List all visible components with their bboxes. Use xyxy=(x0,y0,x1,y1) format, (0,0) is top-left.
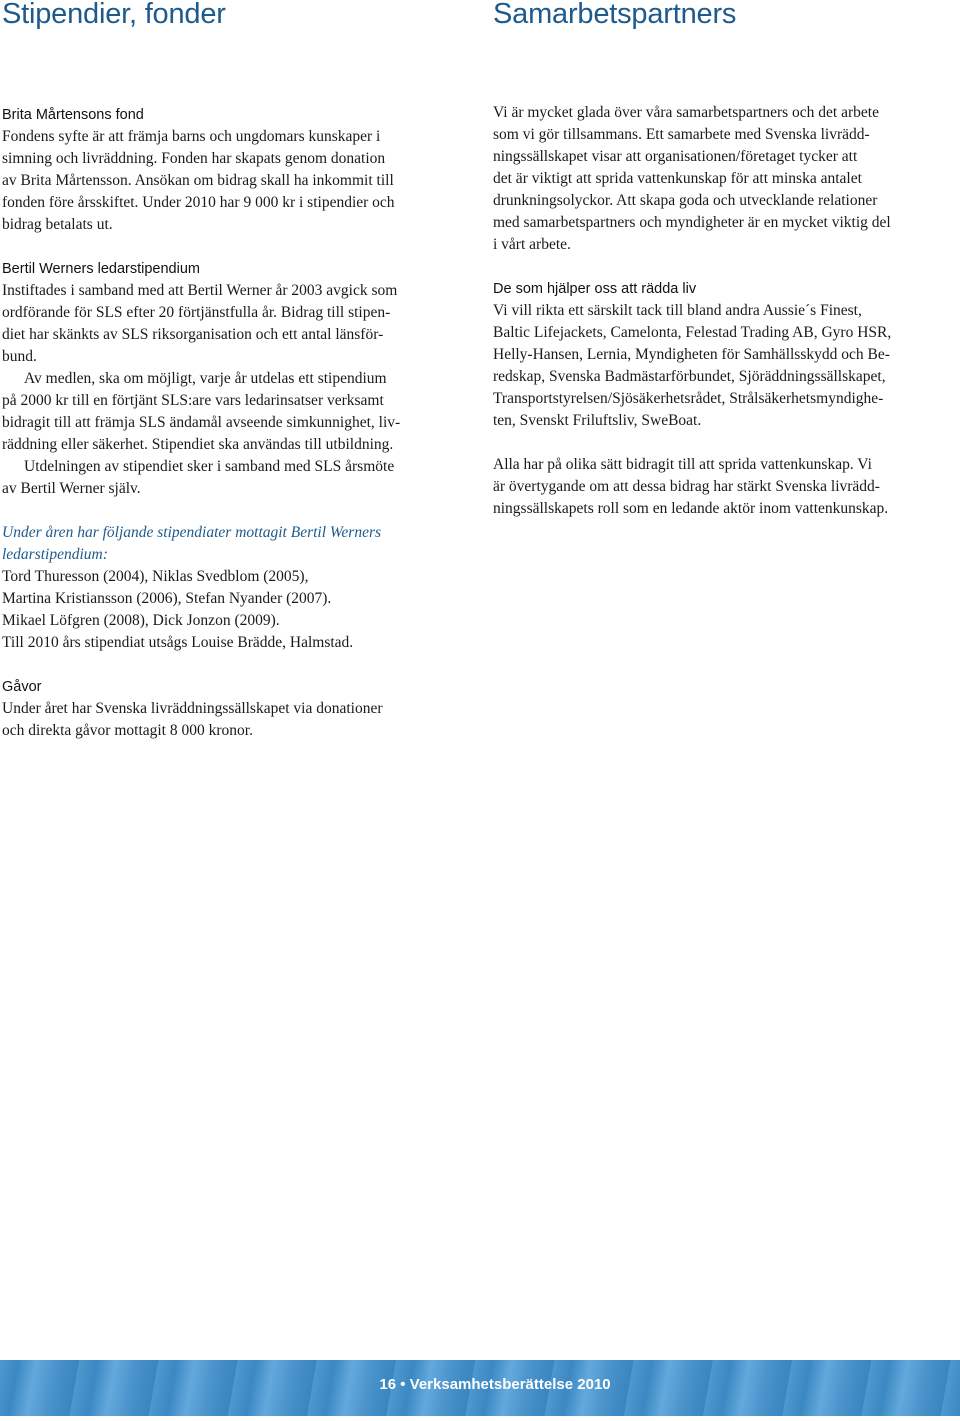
text-line: Under året har Svenska livräddningssällskapet via donationer xyxy=(2,700,383,717)
text-line: fonden före årsskiftet. Under 2010 har 9 000 kr i stipendier och xyxy=(2,194,395,211)
text-line: diet har skänkts av SLS riksorganisation och ett antal länsför- xyxy=(2,326,384,343)
text-line: Baltic Lifejackets, Camelonta, Felestad Trading AB, Gyro HSR, xyxy=(493,324,892,341)
text-line: Utdelningen av stipendiet sker i samband med SLS årsmöte xyxy=(24,458,395,475)
text-line: Martina Kristiansson (2006), Stefan Nyander (2007). xyxy=(2,590,332,607)
recipients-list xyxy=(2,566,462,654)
helpers-text xyxy=(493,300,955,432)
text-line: på 2000 kr till en förtjänt SLS:are vars ledarinsatser verksamt xyxy=(2,392,384,409)
page-number: 16 xyxy=(379,1376,397,1393)
text-line: det är viktigt att sprida vattenkunskap för att minska antalet xyxy=(493,170,862,187)
brita-heading: Brita Mårtensons fond xyxy=(2,107,144,123)
helpers-heading: De som hjälper oss att rädda liv xyxy=(493,281,697,297)
text-line: ten, Svenskt Friluftsliv, SweBoat. xyxy=(493,412,702,429)
text-line: Av medlen, ska om möjligt, varje år utdelas ett stipendium xyxy=(24,370,387,387)
page-title-right: Samarbetspartners xyxy=(493,0,737,30)
text-line: och direkta gåvor mottagit 8 000 kronor. xyxy=(2,722,253,739)
text-line: ningssällskapets roll som en ledande aktör inom vattenkunskap. xyxy=(493,500,889,517)
text-line: Mikael Löfgren (2008), Dick Jonzon (2009). xyxy=(2,612,280,629)
partners-intro xyxy=(493,102,955,256)
text-line: drunkningsolyckor. Att skapa goda och utvecklande relationer xyxy=(493,192,878,209)
footer-bullet: • xyxy=(400,1376,406,1393)
text-line: Fondens syfte är att främja barns och ungdomars kunskaper i xyxy=(2,128,381,145)
werner-para-1 xyxy=(2,280,462,368)
text-line: ordförande för SLS efter 20 förtjänstfulla år. Bidrag till stipen- xyxy=(2,304,391,321)
text-line: ningssällskapet visar att organisationen/företaget tycker att xyxy=(493,148,858,165)
werner-heading: Bertil Werners ledarstipendium xyxy=(2,261,200,277)
text-line: simning och livräddning. Fonden har skapats genom donation xyxy=(2,150,386,167)
text-line: är övertygande om att dessa bidrag har stärkt Svenska livrädd- xyxy=(493,478,880,495)
brita-text xyxy=(2,126,462,236)
text-line: bidrag betalats ut. xyxy=(2,216,113,233)
footer-label xyxy=(0,1376,960,1393)
text-line: med samarbetspartners och myndigheter är en mycket viktig del xyxy=(493,214,891,231)
partners-closing xyxy=(493,454,955,520)
text-line: räddning eller säkerhet. Stipendiet ska användas till utbildning. xyxy=(2,436,394,453)
text-line: redskap, Svenska Badmästarförbundet, Sjöräddningssällskapet, xyxy=(493,368,886,385)
text-line: Alla har på olika sätt bidragit till att sprida vattenkunskap. Vi xyxy=(493,456,872,473)
text-line: ledarstipendium: xyxy=(2,546,108,563)
text-line: Till 2010 års stipendiat utsågs Louise Brädde, Halmstad. xyxy=(2,634,354,651)
text-line: Vi vill rikta ett särskilt tack till bland andra Aussie´s Finest, xyxy=(493,302,862,319)
recipients-intro xyxy=(2,522,462,566)
text-line: bidragit till att främja SLS ändamål avseende simkunnighet, liv- xyxy=(2,414,401,431)
right-column xyxy=(493,102,955,520)
page-title-left: Stipendier, fonder xyxy=(2,0,226,30)
text-line: Helly-Hansen, Lernia, Myndigheten för Samhällsskydd och Be- xyxy=(493,346,890,363)
text-line: Transportstyrelsen/Sjösäkerhetsrådet, Strålsäkerhetsmyndighe- xyxy=(493,390,884,407)
text-line: i vårt arbete. xyxy=(493,236,571,253)
text-line: Under åren har följande stipendiater mottagit Bertil Werners xyxy=(2,524,382,541)
text-line: Vi är mycket glada över våra samarbetspartners och det arbete xyxy=(493,104,879,121)
left-column xyxy=(2,104,462,742)
text-line: av Bertil Werner själv. xyxy=(2,480,141,497)
report-title: Verksamhetsberättelse 2010 xyxy=(409,1376,611,1393)
gifts-heading: Gåvor xyxy=(2,679,42,695)
text-line: Tord Thuresson (2004), Niklas Svedblom (2005), xyxy=(2,568,309,585)
text-line: Instiftades i samband med att Bertil Werner år 2003 avgick som xyxy=(2,282,398,299)
text-line: bund. xyxy=(2,348,37,365)
werner-para-2 xyxy=(2,368,462,456)
gifts-text xyxy=(2,698,462,742)
text-line: som vi gör tillsammans. Ett samarbete med Svenska livrädd- xyxy=(493,126,870,143)
werner-para-3 xyxy=(2,456,462,500)
text-line: av Brita Mårtensson. Ansökan om bidrag skall ha inkommit till xyxy=(2,172,394,189)
